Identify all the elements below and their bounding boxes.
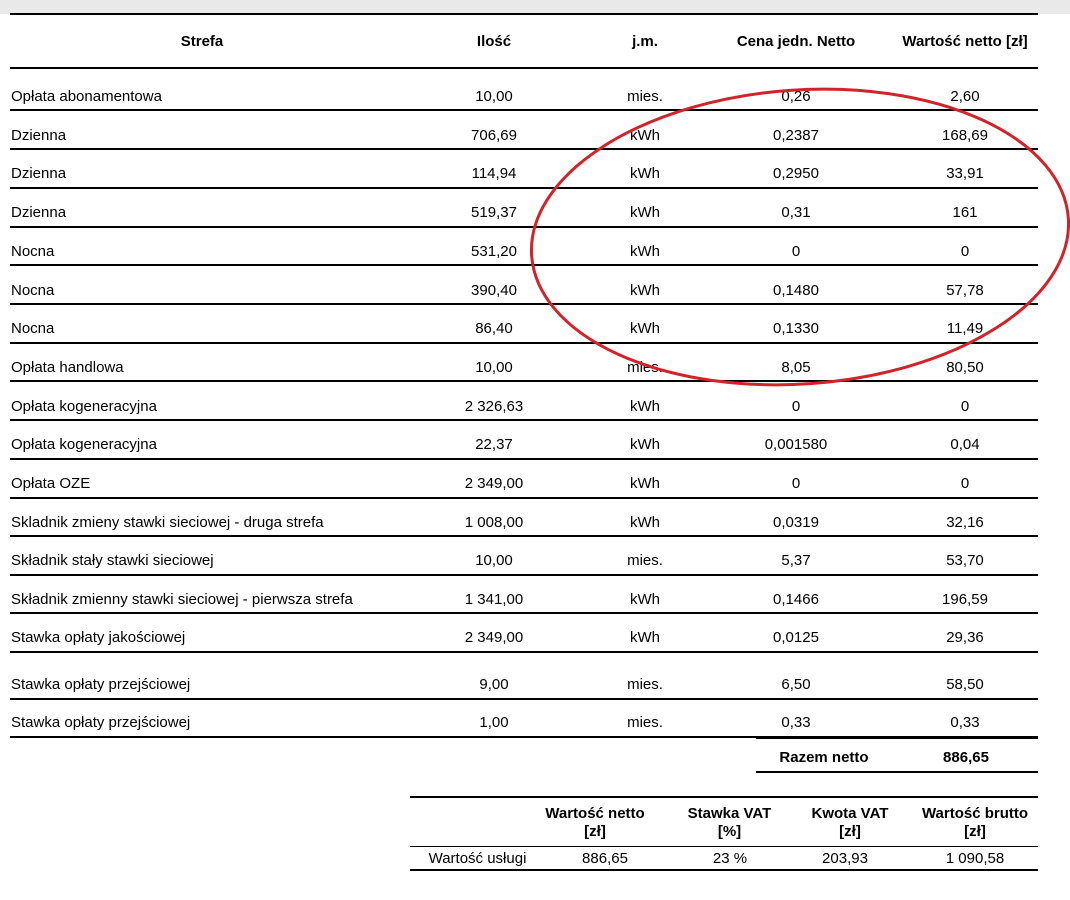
vat-header-brutto <box>910 805 1040 841</box>
cell-cena: 0 <box>791 475 801 492</box>
cell-ilosc: 1 341,00 <box>464 591 524 608</box>
cell-cena: 0,2950 <box>773 165 819 182</box>
cell-wartosc: 0,04 <box>950 436 980 453</box>
cell-ilosc: 390,40 <box>471 282 517 299</box>
cell-cena: 8,05 <box>781 359 811 376</box>
cell-ilosc: 22,37 <box>475 436 513 453</box>
cell-jm: kWh <box>630 629 660 646</box>
cell-jm: mies. <box>627 552 663 569</box>
cell-jm: kWh <box>630 320 660 337</box>
vat-row-brutto: 1 090,58 <box>945 850 1005 867</box>
cell-strefa: Dzienna <box>11 204 67 221</box>
vat-header-kwota <box>795 805 905 841</box>
cell-cena: 0,0125 <box>773 629 819 646</box>
cell-ilosc: 706,69 <box>471 127 517 144</box>
row-divider <box>10 226 1038 228</box>
vat-header-netto <box>545 805 645 841</box>
vat-header-netto-l2: [zł] <box>584 823 606 840</box>
cell-strefa: Nocna <box>11 282 55 299</box>
cell-jm: kWh <box>630 282 660 299</box>
cell-wartosc: 2,60 <box>950 88 980 105</box>
cell-cena: 0,001580 <box>764 436 828 453</box>
cell-wartosc: 168,69 <box>942 127 988 144</box>
cell-strefa: Opłata OZE <box>11 475 91 492</box>
cell-strefa: Dzienna <box>11 127 67 144</box>
row-divider <box>10 419 1038 421</box>
cell-ilosc: 2 349,00 <box>464 629 524 646</box>
cell-cena: 0,1330 <box>773 320 819 337</box>
total-value: 886,65 <box>943 749 989 766</box>
row-divider <box>10 109 1038 111</box>
top-bar <box>0 0 1070 14</box>
cell-jm: kWh <box>630 591 660 608</box>
cell-cena: 0 <box>791 243 801 260</box>
total-top-line <box>756 737 1038 739</box>
cell-wartosc: 0,33 <box>950 714 980 731</box>
vat-bottom-line <box>410 869 1038 871</box>
cell-wartosc: 0 <box>960 475 970 492</box>
cell-strefa: Dzienna <box>11 165 67 182</box>
cell-ilosc: 1 008,00 <box>464 514 524 531</box>
cell-strefa: Opłata kogeneracyjna <box>11 436 157 453</box>
cell-wartosc: 80,50 <box>946 359 984 376</box>
cell-wartosc: 32,16 <box>946 514 984 531</box>
table-top-line <box>10 13 1038 15</box>
cell-wartosc: 33,91 <box>946 165 984 182</box>
cell-ilosc: 2 326,63 <box>464 398 524 415</box>
cell-cena: 5,37 <box>781 552 811 569</box>
vat-row-label: Wartość usługi <box>428 850 527 867</box>
total-bottom-line <box>756 771 1038 773</box>
cell-strefa: Opłata abonamentowa <box>11 88 162 105</box>
cell-wartosc: 0 <box>960 243 970 260</box>
vat-header-stawka <box>672 805 787 841</box>
cell-wartosc: 11,49 <box>946 320 984 337</box>
total-label: Razem netto <box>779 749 869 766</box>
vat-header-kwota-l2: [zł] <box>839 823 861 840</box>
header-bottom-line <box>10 67 1038 69</box>
row-divider <box>10 574 1038 576</box>
cell-wartosc: 161 <box>952 204 978 221</box>
vat-row-netto: 886,65 <box>582 850 628 867</box>
cell-strefa: Stawka opłaty przejściowej <box>11 676 191 693</box>
cell-cena: 0,2387 <box>773 127 819 144</box>
cell-wartosc: 0 <box>960 398 970 415</box>
row-divider <box>10 303 1038 305</box>
cell-jm: kWh <box>630 398 660 415</box>
cell-cena: 0,26 <box>781 88 811 105</box>
cell-ilosc: 10,00 <box>475 552 513 569</box>
cell-wartosc: 29,36 <box>946 629 984 646</box>
cell-cena: 0 <box>791 398 801 415</box>
cell-ilosc: 9,00 <box>479 676 509 693</box>
cell-ilosc: 2 349,00 <box>464 475 524 492</box>
row-divider <box>10 612 1038 614</box>
cell-wartosc: 196,59 <box>942 591 988 608</box>
cell-cena: 0,1480 <box>773 282 819 299</box>
cell-ilosc: 519,37 <box>471 204 517 221</box>
vat-header-bottom-line <box>410 846 1038 847</box>
cell-cena: 0,33 <box>781 714 811 731</box>
cell-jm: mies. <box>627 676 663 693</box>
vat-row-kwota: 203,93 <box>822 850 868 867</box>
cell-ilosc: 1,00 <box>479 714 509 731</box>
row-divider <box>10 698 1038 700</box>
cell-ilosc: 10,00 <box>475 88 513 105</box>
cell-strefa: Stawka opłaty przejściowej <box>11 714 191 731</box>
cell-ilosc: 86,40 <box>475 320 513 337</box>
cell-jm: kWh <box>630 165 660 182</box>
row-divider <box>10 187 1038 189</box>
cell-jm: mies. <box>627 714 663 731</box>
cell-ilosc: 531,20 <box>471 243 517 260</box>
red-ellipse-annotation <box>521 72 1070 403</box>
row-divider <box>10 342 1038 344</box>
cell-strefa: Stawka opłaty jakościowej <box>11 629 186 646</box>
row-divider <box>10 264 1038 266</box>
cell-jm: mies. <box>627 88 663 105</box>
cell-cena: 6,50 <box>781 676 811 693</box>
row-divider <box>10 497 1038 499</box>
cell-strefa: Nocna <box>11 243 55 260</box>
header-ilosc: Ilość <box>476 33 512 50</box>
vat-header-brutto-l2: [zł] <box>964 823 986 840</box>
vat-header-brutto-l1: Wartość brutto <box>921 805 1029 822</box>
vat-row-stawka: 23 % <box>712 850 748 867</box>
cell-wartosc: 53,70 <box>946 552 984 569</box>
header-strefa: Strefa <box>180 33 224 50</box>
cell-jm: kWh <box>630 204 660 221</box>
cell-ilosc: 114,94 <box>471 165 517 182</box>
cell-jm: kWh <box>630 475 660 492</box>
vat-header-stawka-l1: Stawka VAT <box>687 805 772 822</box>
vat-header-kwota-l1: Kwota VAT <box>811 805 889 822</box>
cell-jm: kWh <box>630 127 660 144</box>
row-divider <box>10 651 1038 653</box>
vat-header-netto-l1: Wartość netto <box>545 805 645 822</box>
header-jm: j.m. <box>632 33 658 50</box>
cell-strefa: Opłata kogeneracyjna <box>11 398 157 415</box>
cell-jm: kWh <box>630 243 660 260</box>
cell-strefa: Składnik zmienny stawki sieciowej - pierwsza strefa <box>11 591 353 608</box>
cell-strefa: Składnik stały stawki sieciowej <box>11 552 214 569</box>
cell-cena: 0,1466 <box>773 591 819 608</box>
row-divider <box>10 380 1038 382</box>
row-divider <box>10 535 1038 537</box>
cell-jm: kWh <box>630 514 660 531</box>
header-cena: Cena jedn. Netto <box>736 33 856 50</box>
cell-jm: kWh <box>630 436 660 453</box>
vat-header-stawka-l2: [%] <box>717 823 742 840</box>
cell-wartosc: 57,78 <box>946 282 984 299</box>
row-divider <box>10 458 1038 460</box>
cell-strefa: Opłata handlowa <box>11 359 124 376</box>
cell-strefa: Skladnik zmieny stawki sieciowej - druga strefa <box>11 514 324 531</box>
cell-strefa: Nocna <box>11 320 55 337</box>
cell-wartosc: 58,50 <box>946 676 984 693</box>
row-divider <box>10 148 1038 150</box>
vat-top-line <box>410 796 1038 798</box>
cell-cena: 0,31 <box>781 204 811 221</box>
header-wartosc: Wartość netto [zł] <box>902 33 1028 50</box>
cell-jm: mies. <box>627 359 663 376</box>
cell-cena: 0,0319 <box>773 514 819 531</box>
cell-ilosc: 10,00 <box>475 359 513 376</box>
